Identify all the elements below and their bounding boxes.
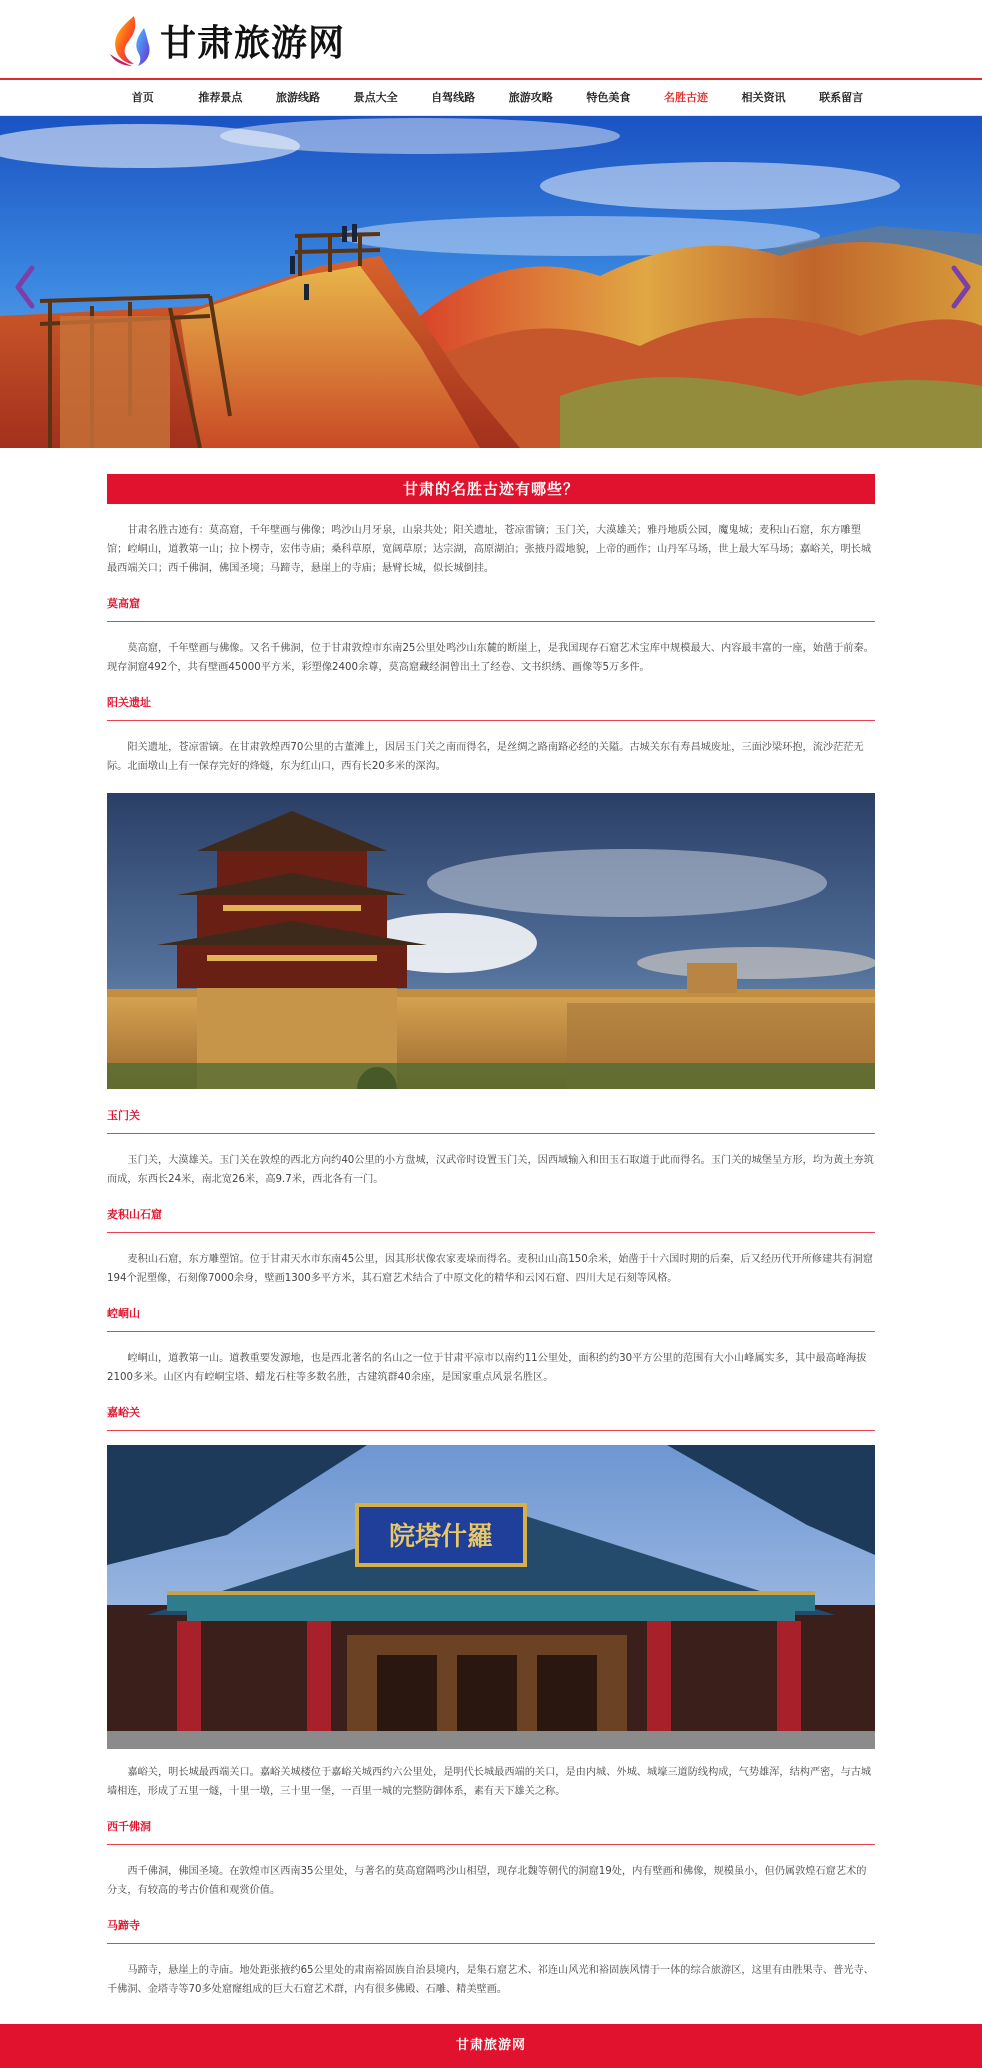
nav-item-6[interactable]: 旅游攻略 — [508, 91, 553, 104]
nav-item-7[interactable]: 特色美食 — [586, 91, 631, 104]
nav-item-2[interactable]: 推荐景点 — [198, 91, 243, 104]
section-title: 莫高窟 — [107, 591, 875, 622]
section-text: 马蹄寺，悬崖上的寺庙。地处距张掖约65公里处的肃南裕固族自治县境内，是集石窟艺术、祁连山风光和裕固族风情于一体的综合旅游区，这里有由胜果寺、普光寺、千佛洞、金塔寺等70多处窟窿组成的巨大石窟艺术群，内有很多佛殿、石雕、精美壁画。 — [107, 1965, 874, 1995]
section-title: 阳关遗址 — [107, 690, 875, 721]
section-title: 马蹄寺 — [107, 1913, 875, 1944]
section-title: 麦积山石窟 — [107, 1202, 875, 1233]
site-name: 甘肃旅游网 — [160, 22, 346, 64]
section-text: 莫高窟，千年壁画与佛像。又名千佛洞，位于甘肃敦煌市东南25公里处鸣沙山东麓的断崖上，是我国现存石窟艺术宝库中规模最大、内容最丰富的一座，始凿于前秦。现存洞窟492个，共有壁画45000平方米，彩塑像2400余尊，莫高窟藏经洞曾出土了经卷、文书织绣、画像等5万多件。 — [107, 643, 874, 673]
nav-item-8[interactable]: 名胜古迹 — [663, 91, 708, 104]
article-sections — [107, 591, 875, 2012]
nav-item-5[interactable]: 自驾线路 — [431, 91, 476, 104]
section-text: 崆峒山，道教第一山。道教重要发源地，也是西北著名的名山之一位于甘肃平凉市以南约11公里处，面积约约30平方公里的范围有大小山峰属实多，其中最高峰海拔2100多米。山区内有崆峒宝塔、蜡龙石柱等多数名胜，古建筑群40余座，是国家重点风景名胜区。 — [107, 1353, 867, 1383]
nav-item-1[interactable]: 首页 — [131, 91, 154, 104]
site-logo[interactable] — [104, 12, 345, 68]
article-intro: 甘肃名胜古迹有：莫高窟，千年壁画与佛像；鸣沙山月牙泉，山泉共处；阳关遗址，苍凉雷镝；玉门关，大漠雄关；雅丹地质公园，魔鬼城；麦积山石窟，东方雕塑馆；崆峒山，道教第一山；拉卜楞寺，宏伟寺庙；桑科草原，宽阔草原；达宗湖，高原湖泊；张掖丹霞地貌，上帝的画作；山丹军马场，世上最大军马场；嘉峪关，明长城最西端关口；西千佛洞，佛国圣境；马蹄寺，悬崖上的寺庙；悬臂长城，似长城倒挂。 — [107, 525, 872, 574]
section-text: 嘉峪关，明长城最西端关口。嘉峪关城楼位于嘉峪关城西约六公里处，是明代长城最西端的关口，是由内城、外城、城壕三道防线构成，气势雄浑，结构严密，与古城墙相连，形成了五里一燧，十里一墩，三十里一堡，一百里一城的完整防御体系，素有天下雄关之称。 — [107, 1767, 872, 1797]
section-text: 麦积山石窟，东方雕塑馆。位于甘肃天水市东南45公里，因其形状像农家麦垛而得名。麦积山山高150余米，始凿于十六国时期的后秦，后又经历代开所修建共有洞窟194个泥塑像，石刻像7000余身，壁画1300多平方米，其石窟艺术结合了中原文化的精华和云冈石窟、四川大足石刻等风格。 — [107, 1254, 873, 1284]
article-title: 甘肃的名胜古迹有哪些？ — [107, 474, 875, 504]
nav-item-3[interactable]: 旅游线路 — [275, 91, 320, 104]
svg-text:院塔什羅: 院塔什羅 — [388, 1522, 494, 1552]
banner-prev-arrow[interactable] — [10, 262, 40, 312]
main-nav — [0, 78, 982, 116]
section-title: 崆峒山 — [107, 1301, 875, 1332]
nav-item-10[interactable]: 联系留言 — [819, 91, 864, 104]
footer-text: 甘肃旅游网 — [455, 2038, 526, 2053]
logo-flame-icon — [104, 12, 154, 68]
section-text: 西千佛洞，佛国圣境。在敦煌市区西南35公里处，与著名的莫高窟隔鸣沙山相望，现存北魏等朝代的洞窟19处，内有壁画和佛像，规模虽小，但仍属敦煌石窟艺术的分支，有较高的考古价值和观赏价值。 — [107, 1866, 867, 1896]
site-footer — [0, 2024, 982, 2068]
yangguan-photo — [107, 793, 875, 1089]
section-title: 西千佛洞 — [107, 1814, 875, 1845]
banner-next-arrow[interactable] — [946, 262, 976, 312]
section-text: 阳关遗址，苍凉雷镝。在甘肃敦煌西70公里的古董滩上，因居玉门关之南而得名，是丝绸之路南路必经的关隘。古城关东有寿昌城废址，三面沙梁环抱，流沙茫茫无际。北面墩山上有一保存完好的烽燧，东为红山口，西有长20多米的深沟。 — [107, 742, 864, 772]
luoshi-temple-photo — [107, 1445, 875, 1749]
section-text: 玉门关，大漠雄关。玉门关在敦煌的西北方向约40公里的小方盘城，汉武帝时设置玉门关，因西域输入和田玉石取道于此而得名。玉门关的城堡呈方形，均为黄土夯筑而成，东西长24米，南北宽26米，高9.7米，西北各有一门。 — [107, 1155, 874, 1185]
section-title: 玉门关 — [107, 1103, 875, 1134]
nav-item-9[interactable]: 相关资讯 — [741, 91, 786, 104]
site-header — [0, 0, 982, 78]
banner-image — [0, 116, 982, 448]
main-content — [107, 448, 875, 2012]
section-title: 嘉峪关 — [107, 1400, 875, 1431]
nav-list — [104, 80, 880, 116]
nav-item-4[interactable]: 景点大全 — [353, 91, 398, 104]
hero-banner — [0, 116, 982, 448]
